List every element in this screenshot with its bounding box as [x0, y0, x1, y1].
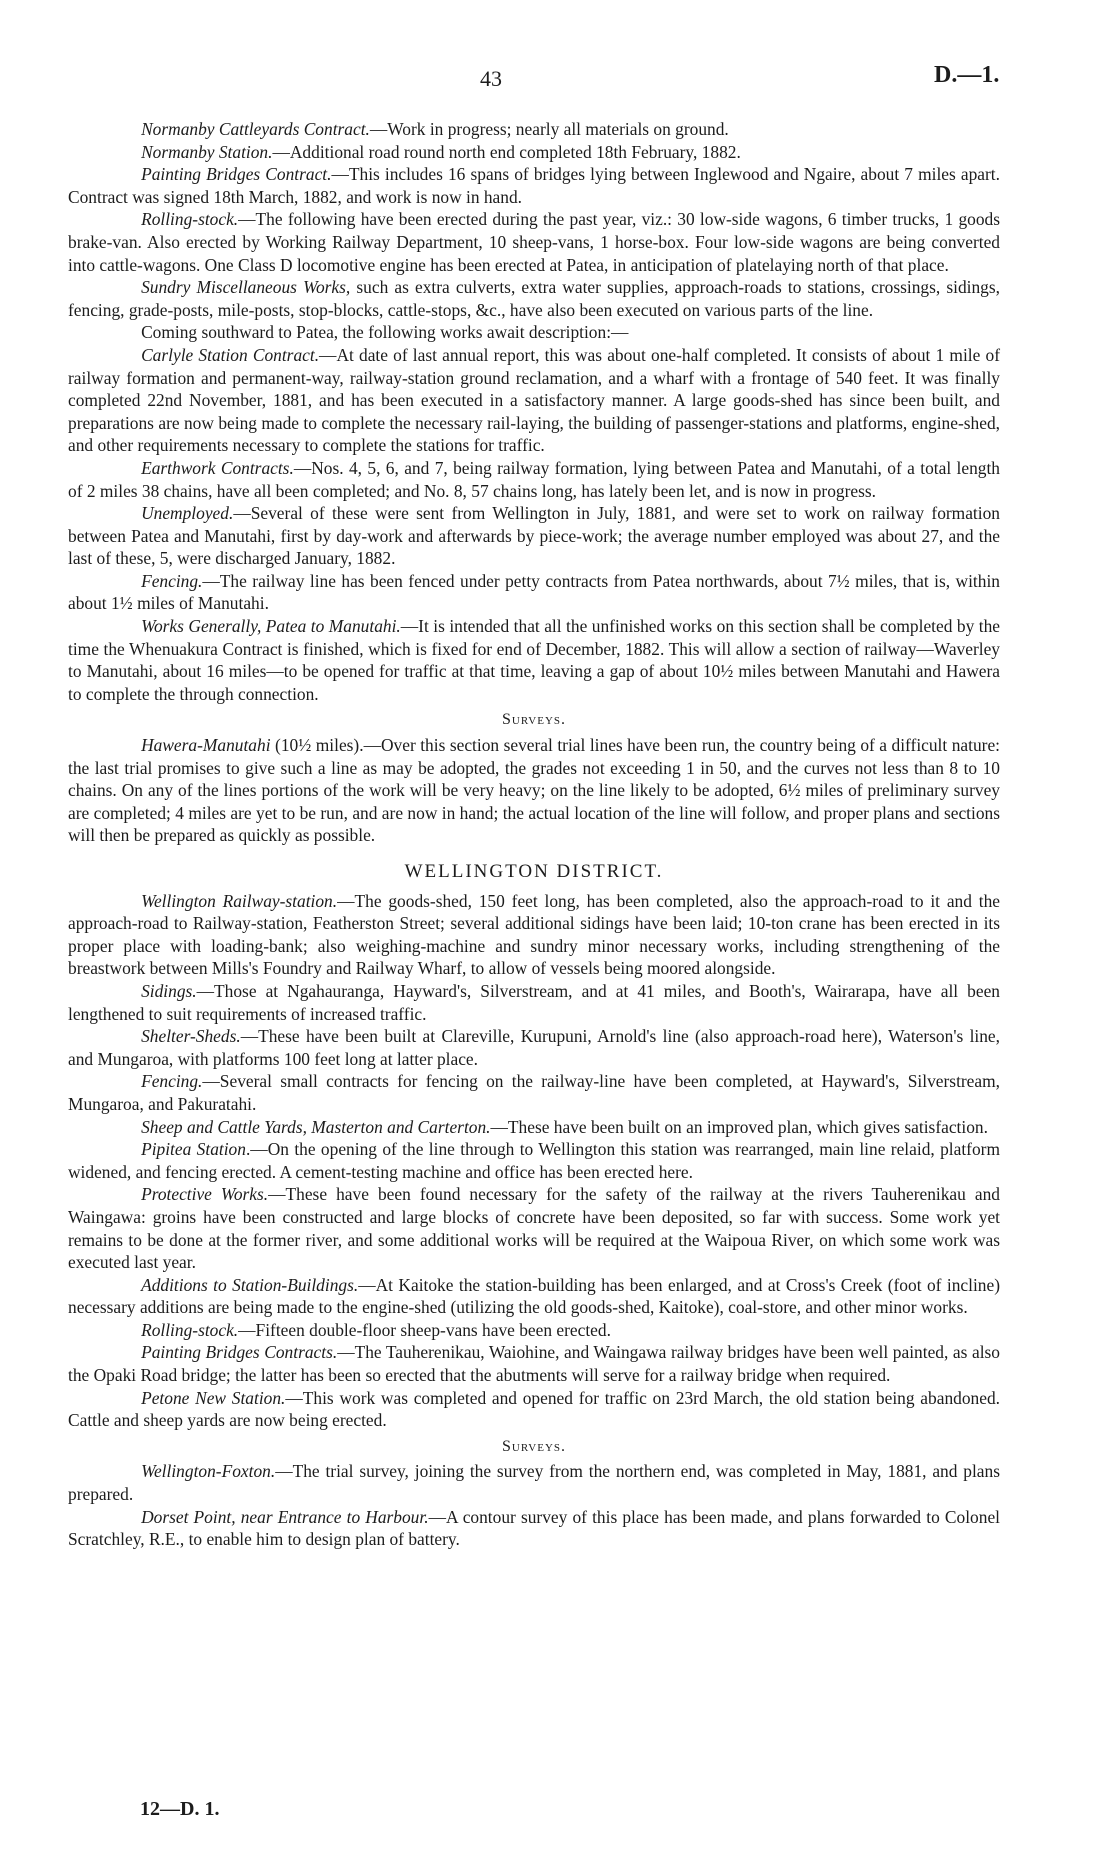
- paragraph: [68, 1116, 1000, 1139]
- paragraph-heading: Rolling-stock.: [141, 209, 239, 230]
- paragraph: [68, 163, 1000, 208]
- paragraph: [68, 321, 1000, 344]
- paragraph-text: —The Tauherenikau, Waiohine, and Waingawa railway bridges have been well painted, as also the Opaki Road bridge; the latter has been so erected that the abutments will serve for a railway bridge when required.: [68, 1342, 1000, 1386]
- paragraph-heading: Petone New Station.: [141, 1387, 286, 1408]
- paragraph-text: —These have been built on an improved plan, which gives satisfaction.: [490, 1116, 988, 1137]
- paragraph-text: (10½ miles).—Over this section several trial lines have been run, the country being of a difficult nature: the last trial promises to give such a line as may be adopted, the grades not exceeding 1 in 50, and the curves not less than 8 to 10 chains. On any of the lines portions of the work will be very heavy; on the line likely to be adopted, 6½ miles of preliminary survey are completed; 4 miles are yet to be run, and are now in hand; the actual location of the line will follow, and proper plans and sections will then be prepared as quickly as possible.: [68, 735, 1000, 846]
- section-surveys-taranaki: [68, 734, 1000, 847]
- paragraph: [68, 615, 1000, 705]
- paragraph-heading: Painting Bridges Contracts.: [141, 1342, 338, 1363]
- section-surveys-wellington: [68, 1460, 1000, 1550]
- paragraph: [68, 1460, 1000, 1505]
- paragraph-text: —The railway line has been fenced under petty contracts from Patea northwards, about 7½ miles, that is, within about 1½ miles of Manutahi.: [68, 570, 1000, 614]
- paragraph-text: —The trial survey, joining the survey from the northern end, was completed in May, 1881, and plans prepared.: [68, 1461, 1000, 1505]
- paragraph-heading: Rolling-stock.: [141, 1319, 239, 1340]
- paragraph-heading: Wellington-Foxton.: [141, 1461, 276, 1482]
- paragraph-text: —Additional road round north end completed 18th February, 1882.: [272, 141, 741, 162]
- paragraph: [68, 141, 1000, 164]
- paragraph-heading: Carlyle Station Contract.: [141, 344, 320, 365]
- paragraph: [68, 1341, 1000, 1386]
- paragraph: [68, 980, 1000, 1025]
- paragraph-text: —This includes 16 spans of bridges lying between Inglewood and Ngaire, about 7 miles apart. Contract was signed 18th March, 1882, and work is now in hand.: [68, 164, 1000, 207]
- paragraph-heading: Normanby Cattleyards Contract.: [141, 119, 370, 139]
- section-taranaki: [68, 118, 1000, 705]
- paragraph: [68, 276, 1000, 321]
- paragraph-text: —These have been found necessary for the safety of the railway at the rivers Tauherenikau and Waingawa: groins have been constructed and large blocks of concrete have been deposited, so far with success. Some work yet remains to be done at the former river, and some additional works will be required at the Waipoua River, on which some work was executed last year.: [68, 1184, 1000, 1273]
- page-number: 43: [480, 66, 502, 91]
- section-wellington: [68, 890, 1000, 1432]
- paragraph-heading: Painting Bridges Contract.: [141, 164, 332, 185]
- paragraph: [68, 344, 1000, 457]
- paragraph-heading: Dorset Point, near Entrance to Harbour.: [141, 1506, 429, 1527]
- paragraph-heading: Normanby Station.: [141, 141, 273, 162]
- paragraph: [68, 890, 1000, 980]
- paragraph-text: —A contour survey of this place has been made, and plans forwarded to Colonel Scratchley, R.E., to enable him to design plan of battery.: [68, 1506, 1000, 1550]
- paragraph-heading: Fencing.: [141, 1071, 203, 1092]
- paragraph-text: Coming southward to Patea, the following works await description:—: [141, 322, 629, 343]
- paragraph-text: —Several of these were sent from Wellington in July, 1881, and were set to work on railway formation between Patea and Manutahi, first by day-work and afterwards by piece-work; the average number employed was about 27, and the last of these, 5, were discharged January, 1882.: [68, 503, 1000, 569]
- paragraph-text: such as extra culverts, extra water supplies, approach-roads to stations, crossings, sidings, fencing, grade-posts, mile-posts, stop-blocks, cattle-stops, &c., have also been executed on various parts of the line.: [68, 277, 1000, 320]
- paragraph-text: .—On the opening of the line through to Wellington this station was rearranged, main line relaid, platform widened, and fencing erected. A cement-testing machine and office has been erected here.: [68, 1139, 1000, 1182]
- paragraph-heading: Hawera-Manutahi: [141, 735, 271, 756]
- paragraph-text: —Fifteen double-floor sheep-vans have been erected.: [238, 1319, 611, 1340]
- paragraph: [68, 1506, 1000, 1551]
- paragraph: [68, 1138, 1000, 1183]
- surveys-heading: Surveys.: [501, 1437, 567, 1455]
- paragraph: [68, 502, 1000, 570]
- paragraph: [68, 1274, 1000, 1319]
- paragraph-heading: Earthwork Contracts.: [141, 457, 294, 478]
- paragraph-text: —The goods-shed, 150 feet long, has been completed, also the approach-road to it and the approach-road to Railway-station, Featherston Street; several additional sidings have been laid; 10-ton crane has been erected in its proper place with loading-bank; also weighing-machine and sundry minor necessary works, including strengthening of the breastwork between Mills's Foundry and Railway Wharf, to allow of vessels being moored alongside.: [68, 890, 1001, 979]
- paragraph: [68, 1387, 1000, 1432]
- paragraph-heading: Sundry Miscellaneous Works,: [141, 277, 351, 298]
- signature-mark: 12—D. 1.: [140, 1798, 220, 1820]
- document-reference: D.—1.: [934, 62, 1000, 88]
- paragraph-text: —Work in progress; nearly all materials on ground.: [369, 119, 729, 139]
- paragraph-text: —These have been built at Clareville, Kurupuni, Arnold's line (also approach-road here), Waterson's line, and Mungaroa, with platforms 100 feet long at latter place.: [68, 1026, 1000, 1069]
- paragraph-text: —This work was completed and opened for traffic on 23rd March, the old station being abandoned. Cattle and sheep yards are now being erected.: [68, 1387, 1000, 1431]
- paragraph-text: —At date of last annual report, this was about one-half completed. It consists of about 1 mile of railway formation and permanent-way, railway-station ground reclamation, and a wharf with a frontage of 540 feet. It was finally completed 22nd November, 1881, and has been executed in a satisfactory manner. A large goods-shed has since been built, and preparations are now being made to complete the necessary rail-laying, the building of passenger-stations and platforms, engine-shed, and other requirements necessary to complete the stations for traffic.: [68, 344, 1000, 456]
- document-body: [68, 118, 1000, 1551]
- paragraph: [68, 1070, 1000, 1115]
- paragraph: [68, 1183, 1000, 1273]
- paragraph: [68, 570, 1000, 615]
- paragraph: [68, 1319, 1000, 1342]
- surveys-heading: Surveys.: [501, 711, 567, 729]
- paragraph: [68, 457, 1000, 502]
- paragraph-text: —The following have been erected during the past year, viz.: 30 low-side wagons, 6 timber trucks, 1 goods brake-van. Also erected by Working Railway Department, 10 sheep-vans, 1 horse-box. Four low-side wagons are being converted into cattle-wagons. One Class D locomotive engine has been erected at Patea, in anticipation of platelaying north of that place.: [68, 209, 1000, 275]
- paragraph-text: —Nos. 4, 5, 6, and 7, being railway formation, lying between Patea and Manutahi, of a total length of 2 miles 38 chains, have all been completed; and No. 8, 57 chains long, has lately been let, and is now in progress.: [68, 457, 1000, 501]
- paragraph-text: —It is intended that all the unfinished works on this section shall be completed by the time the Whenuakura Contract is finished, which is fixed for end of December, 1882. This will allow a section of railway—Waverley to Manutahi, about 16 miles—to be opened for traffic at that time, leaving a gap of about 10½ miles between Manutahi and Hawera to complete the through connection.: [68, 616, 1000, 704]
- paragraph-text: —Those at Ngahauranga, Hayward's, Silverstream, and at 41 miles, and Booth's, Wairarapa, have all been lengthened to suit requirements of increased traffic.: [68, 980, 1000, 1024]
- paragraph: [68, 208, 1000, 276]
- paragraph-heading: Sidings.: [141, 980, 197, 1001]
- paragraph-heading: Unemployed.: [141, 503, 234, 524]
- paragraph-heading: Protective Works.: [141, 1184, 269, 1205]
- paragraph-heading: Shelter-Sheds.: [141, 1026, 241, 1047]
- paragraph: [68, 1025, 1000, 1070]
- paragraph-text: —At Kaitoke the station-building has been enlarged, and at Cross's Creek (foot of incline) necessary additions are being made to the engine-shed (utilizing the old goods-shed, Kaitoke), coal-store, and other minor works.: [68, 1274, 1000, 1318]
- paragraph-heading: Sheep and Cattle Yards, Masterton and Carterton.: [141, 1116, 491, 1137]
- paragraph-heading: Wellington Railway-station.: [141, 890, 338, 911]
- paragraph: [68, 118, 1000, 141]
- paragraph-heading: Works Generally, Patea to Manutahi.: [141, 616, 401, 637]
- paragraph: [68, 734, 1000, 847]
- paragraph-heading: Additions to Station-Buildings.: [141, 1274, 359, 1295]
- paragraph-heading: Pipitea Station: [141, 1139, 246, 1160]
- district-heading: WELLINGTON DISTRICT.: [404, 861, 664, 882]
- paragraph-text: —Several small contracts for fencing on the railway-line have been completed, at Hayward's, Silverstream, Mungaroa, and Pakuratahi.: [68, 1071, 1000, 1114]
- paragraph-heading: Fencing.: [141, 570, 203, 591]
